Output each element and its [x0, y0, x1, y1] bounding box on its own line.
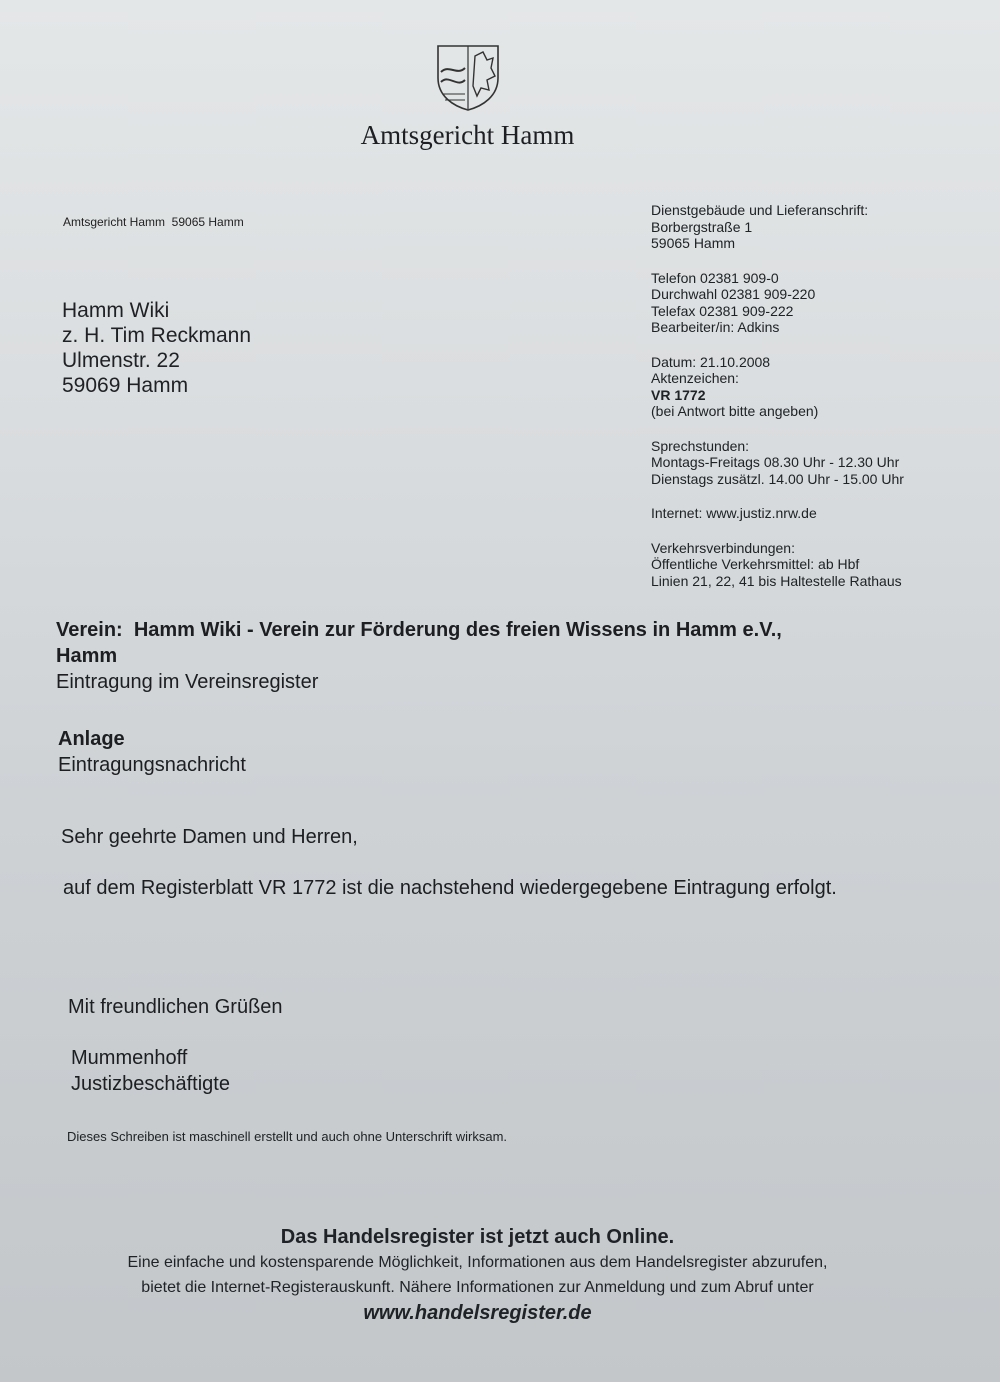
footer-heading: Das Handelsregister ist jetzt auch Online.	[280, 1226, 675, 1248]
recipient-address	[62, 298, 251, 398]
closing: Mit freundlichen Grüßen	[68, 996, 283, 1018]
file-number: VR 1772	[651, 386, 706, 403]
city: 59065 Hamm	[651, 235, 736, 251]
court-info-block	[651, 202, 991, 589]
sender-line: Amtsgericht Hamm 59065 Hamm	[63, 215, 244, 229]
fax: Telefax 02381 909-222	[651, 302, 794, 319]
attachment-block	[58, 726, 246, 778]
association-city: Hamm	[56, 645, 118, 667]
street: Borbergstraße 1	[651, 218, 753, 235]
phone: Telefon 02381 909-0	[651, 269, 779, 286]
transport-label: Verkehrsverbindungen:	[651, 539, 795, 556]
body-text: auf dem Registerblatt VR 1772 ist die nachstehend wiedergegebene Eintragung erfolgt.	[63, 877, 837, 899]
recipient-line: z. H. Tim Reckmann	[62, 324, 252, 347]
salutation: Sehr geehrte Damen und Herren,	[61, 826, 358, 848]
building-label: Dienstgebäude und Lieferanschrift:	[651, 202, 869, 218]
footer-line-2: bietet die Internet-Registerauskunft. Nähere Informationen zur Anmeldung und zum Abruf unter	[141, 1279, 814, 1296]
direct-dial: Durchwahl 02381 909-220	[651, 286, 816, 302]
subject-line: Eintragung im Vereinsregister	[56, 671, 319, 693]
hours-weekdays: Montags-Freitags 08.30 Uhr - 12.30 Uhr	[651, 454, 900, 470]
date: Datum: 21.10.2008	[651, 353, 771, 370]
signer-title: Justizbeschäftigte	[71, 1073, 230, 1095]
signer-name: Mummenhoff	[71, 1047, 188, 1069]
transport-line-2: Linien 21, 22, 41 bis Haltestelle Rathaus	[651, 572, 902, 589]
transport-line-1: Öffentliche Verkehrsmittel: ab Hbf	[651, 556, 860, 572]
machine-note: Dieses Schreiben ist maschinell erstellt und auch ohne Unterschrift wirksam.	[67, 1129, 508, 1144]
file-label: Aktenzeichen:	[651, 370, 739, 386]
hours-label: Sprechstunden:	[651, 437, 750, 454]
hours-tuesday: Dienstags zusätzl. 14.00 Uhr - 15.00 Uhr	[651, 470, 904, 487]
subject-label: Verein:	[56, 619, 123, 641]
attachment-label: Anlage	[58, 728, 125, 750]
attachment-text: Eintragungsnachricht	[58, 754, 246, 776]
signature-block	[71, 1045, 230, 1097]
subject-block	[56, 617, 936, 695]
file-note: (bei Antwort bitte angeben)	[651, 403, 819, 419]
court-name: Amtsgericht Hamm	[360, 120, 575, 150]
footer	[0, 1224, 955, 1326]
recipient-line: Ulmenstr. 22	[62, 349, 180, 372]
recipient-line: 59069 Hamm	[62, 374, 189, 397]
footer-url: www.handelsregister.de	[363, 1302, 592, 1324]
internet: Internet: www.justiz.nrw.de	[651, 505, 817, 521]
coat-of-arms-icon	[435, 42, 501, 112]
recipient-line: Hamm Wiki	[62, 299, 170, 322]
footer-line-1: Eine einfache und kostensparende Möglichkeit, Informationen aus dem Handelsregister abzurufen,	[127, 1254, 828, 1271]
association-name: Hamm Wiki - Verein zur Förderung des freien Wissens in Hamm e.V.,	[133, 619, 782, 641]
clerk: Bearbeiter/in: Adkins	[651, 319, 780, 335]
